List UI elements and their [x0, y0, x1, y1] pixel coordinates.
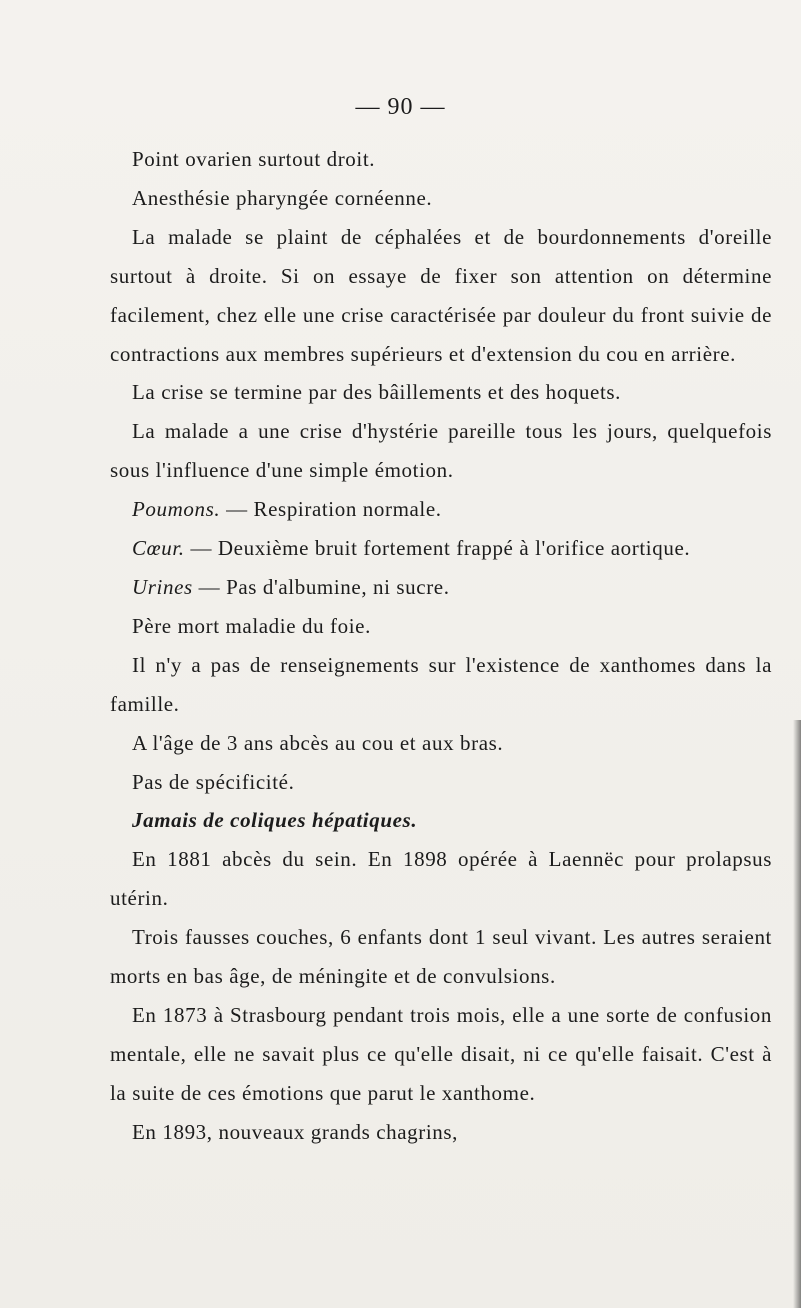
- page-number: — 90 —: [355, 94, 446, 120]
- paragraph-coliques: Jamais de coliques hépatiques.: [132, 808, 418, 833]
- paragraph-pere: Père mort maladie du foie.: [132, 613, 371, 638]
- label-urines: Urines: [132, 574, 193, 599]
- text-coeur: — Deuxième bruit fortement frappé à l'orifice aortique.: [184, 536, 691, 561]
- label-poumons: Poumons.: [132, 497, 221, 522]
- paragraph-chagrins: En 1893, nouveaux grands chagrins,: [132, 1119, 458, 1144]
- paragraph-coeur: [110, 529, 772, 568]
- paragraph-crise-hysterie: La malade a une crise d'hystérie pareille tous les jours, quelquefois sous l'influence d'une simple émotion.: [110, 419, 772, 483]
- paragraph-urines: [110, 568, 772, 607]
- paragraph-anesthesie: Anesthésie pharyngée cornéenne.: [132, 185, 433, 210]
- paragraph-strasbourg: En 1873 à Strasbourg pendant trois mois, elle a une sorte de confusion mentale, elle ne savait plus ce qu'elle disait, ni ce qu'elle faisait. C'est à la suite de ces émotions que parut le xanthome.: [110, 1002, 772, 1105]
- paragraph-point-ovarien: Point ovarien surtout droit.: [132, 147, 376, 171]
- paragraph-abces-cou: A l'âge de 3 ans abcès au cou et aux bras.: [132, 730, 504, 755]
- text-poumons: — Respiration normale.: [220, 497, 442, 522]
- label-coeur: Cœur.: [132, 536, 185, 561]
- text-urines: — Pas d'albumine, ni sucre.: [192, 574, 450, 599]
- body-text: [110, 140, 772, 1152]
- paragraph-abces-sein: En 1881 abcès du sein. En 1898 opérée à Laennëc pour prolapsus utérin.: [110, 847, 772, 911]
- paragraph-fausses-couches: Trois fausses couches, 6 enfants dont 1 seul vivant. Les autres seraient morts en bas âge, de méningite et de convulsions.: [110, 925, 772, 989]
- page-edge-shadow: [793, 720, 801, 1308]
- paragraph-cephalees: La malade se plaint de céphalées et de bourdonnements d'oreille surtout à droite. Si on essaye de fixer son attention on détermine facilement, chez elle une crise caractérisée par douleur du front suivie de contractions aux membres supérieurs et d'extension du cou en arrière.: [110, 224, 772, 366]
- paragraph-poumons: [110, 490, 772, 529]
- paragraph-specificite: Pas de spécificité.: [132, 769, 295, 794]
- paragraph-crise-termine: La crise se termine par des bâillements et des hoquets.: [132, 380, 622, 405]
- paragraph-renseignements: Il n'y a pas de renseignements sur l'existence de xanthomes dans la famille.: [110, 652, 772, 716]
